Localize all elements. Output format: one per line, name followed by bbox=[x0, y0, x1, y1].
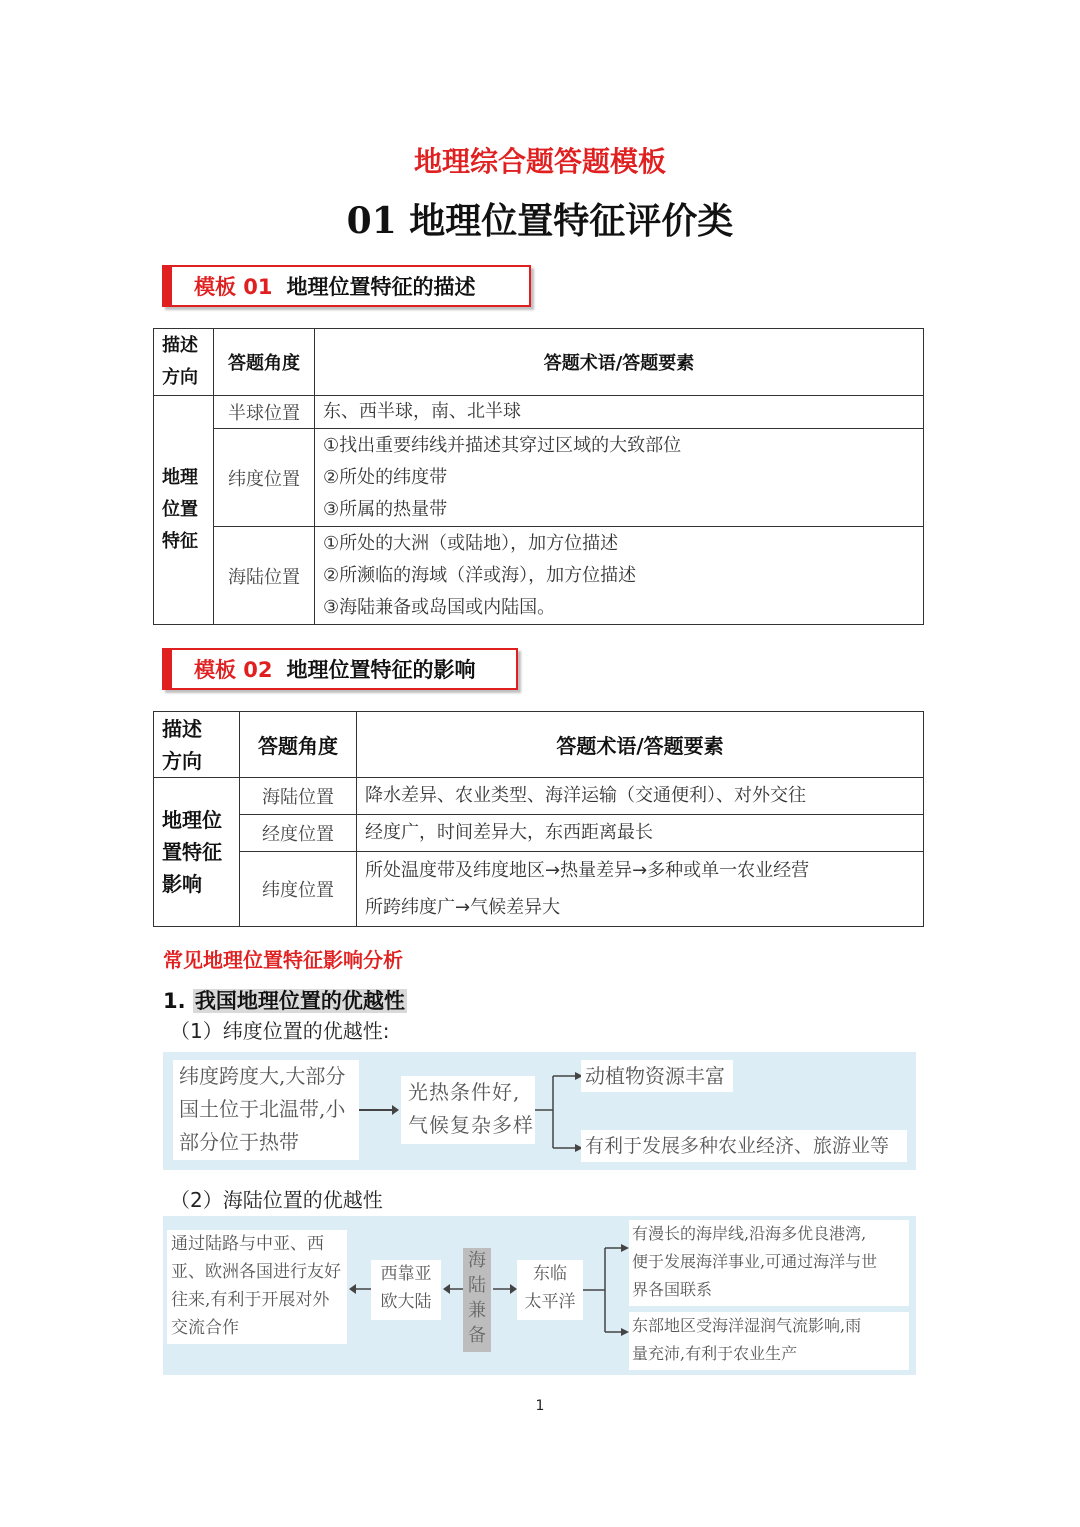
subheading-sea-land: （2）海陆位置的优越性 bbox=[170, 1188, 383, 1212]
angle-cell: 纬度位置 bbox=[240, 852, 357, 927]
heading-1-number: 1. bbox=[163, 989, 186, 1013]
land-exchange-box: 通过陆路与中亚、西 亚、欧洲各国进行友好 往来,有利于开展对外 交流合作 bbox=[167, 1230, 347, 1344]
direction-cell: 地理位 置特征 影响 bbox=[154, 778, 240, 927]
analysis-title: 常见地理位置特征影响分析 bbox=[163, 948, 403, 972]
sea-land-diagram bbox=[163, 1216, 916, 1375]
terms-cell: 东、西半球，南、北半球 bbox=[315, 396, 924, 429]
rainfall-advantage-box: 东部地区受海洋湿润气流影响,雨 量充沛,有利于农业生产 bbox=[629, 1312, 909, 1370]
template-02-table bbox=[153, 711, 924, 927]
angle-cell: 半球位置 bbox=[214, 396, 315, 429]
template-01-table bbox=[153, 328, 924, 625]
coastline-advantage-box: 有漫长的海岸线,沿海多优良港湾, 便于发展海洋事业,可通过海洋与世 界各国联系 bbox=[629, 1220, 909, 1306]
angle-cell: 经度位置 bbox=[240, 815, 357, 852]
header-terms: 答题术语/答题要素 bbox=[315, 329, 924, 396]
header-angle: 答题角度 bbox=[214, 329, 315, 396]
template-01-tag: 模板 01 bbox=[194, 275, 273, 299]
latitude-diagram bbox=[163, 1052, 916, 1170]
latitude-outcome-economy: 有利于发展多种农业经济、旅游业等 bbox=[581, 1130, 907, 1162]
template-02-tag: 模板 02 bbox=[194, 658, 273, 682]
branch-arrow-icon bbox=[583, 1228, 631, 1348]
terms-cell: ①所处的大洲（或陆地），加方位描述 ②所濒临的海域（洋或海），加方位描述 ③海陆兼备或岛国或内陆国。 bbox=[315, 527, 924, 625]
heading-1 bbox=[163, 985, 407, 1015]
east-pacific-box: 东临 太平洋 bbox=[517, 1260, 583, 1320]
latitude-outcome-resources: 动植物资源丰富 bbox=[581, 1060, 733, 1092]
header-angle: 答题角度 bbox=[240, 712, 357, 778]
angle-cell: 海陆位置 bbox=[240, 778, 357, 815]
header-direction: 描述 方向 bbox=[154, 329, 214, 396]
west-eurasia-box: 西靠亚 欧大陆 bbox=[371, 1260, 441, 1320]
branch-arrow-icon bbox=[535, 1062, 585, 1162]
terms-cell: ①找出重要纬线并描述其穿过区域的大致部位 ②所处的纬度带 ③所属的热量带 bbox=[315, 429, 924, 527]
template-02-heading bbox=[162, 648, 518, 690]
header-direction: 描述 方向 bbox=[154, 712, 240, 778]
page-number: 1 bbox=[535, 1398, 545, 1414]
template-01-title: 地理位置特征的描述 bbox=[286, 275, 476, 299]
terms-cell: 降水差异、农业类型、海洋运输（交通便利）、对外交往 bbox=[357, 778, 924, 815]
arrow-right-icon bbox=[493, 1282, 517, 1296]
subheading-latitude: （1）纬度位置的优越性: bbox=[170, 1019, 390, 1043]
angle-cell: 海陆位置 bbox=[214, 527, 315, 625]
document-title: 地理综合题答题模板 bbox=[413, 145, 666, 178]
header-terms: 答题术语/答题要素 bbox=[357, 712, 924, 778]
template-02-title: 地理位置特征的影响 bbox=[286, 658, 476, 682]
template-01-heading bbox=[162, 265, 531, 307]
latitude-source-box: 纬度跨度大,大部分 国土位于北温带,小 部分位于热带 bbox=[173, 1060, 359, 1160]
arrow-right-icon bbox=[359, 1102, 399, 1118]
latitude-middle-box: 光热条件好, 气候复杂多样 bbox=[401, 1076, 535, 1144]
sea-land-center-box: 海 陆 兼 备 bbox=[463, 1248, 491, 1352]
section-main-title: 01 地理位置特征评价类 bbox=[346, 200, 734, 242]
arrow-left-icon bbox=[443, 1282, 463, 1296]
arrow-left-icon bbox=[349, 1282, 371, 1296]
heading-1-text: 我国地理位置的优越性 bbox=[194, 989, 405, 1013]
terms-cell: 所处温度带及纬度地区→热量差异→多种或单一农业经营 所跨纬度广→气候差异大 bbox=[357, 852, 924, 927]
angle-cell: 纬度位置 bbox=[214, 429, 315, 527]
direction-cell: 地理 位置 特征 bbox=[154, 396, 214, 625]
terms-cell: 经度广，时间差异大，东西距离最长 bbox=[357, 815, 924, 852]
